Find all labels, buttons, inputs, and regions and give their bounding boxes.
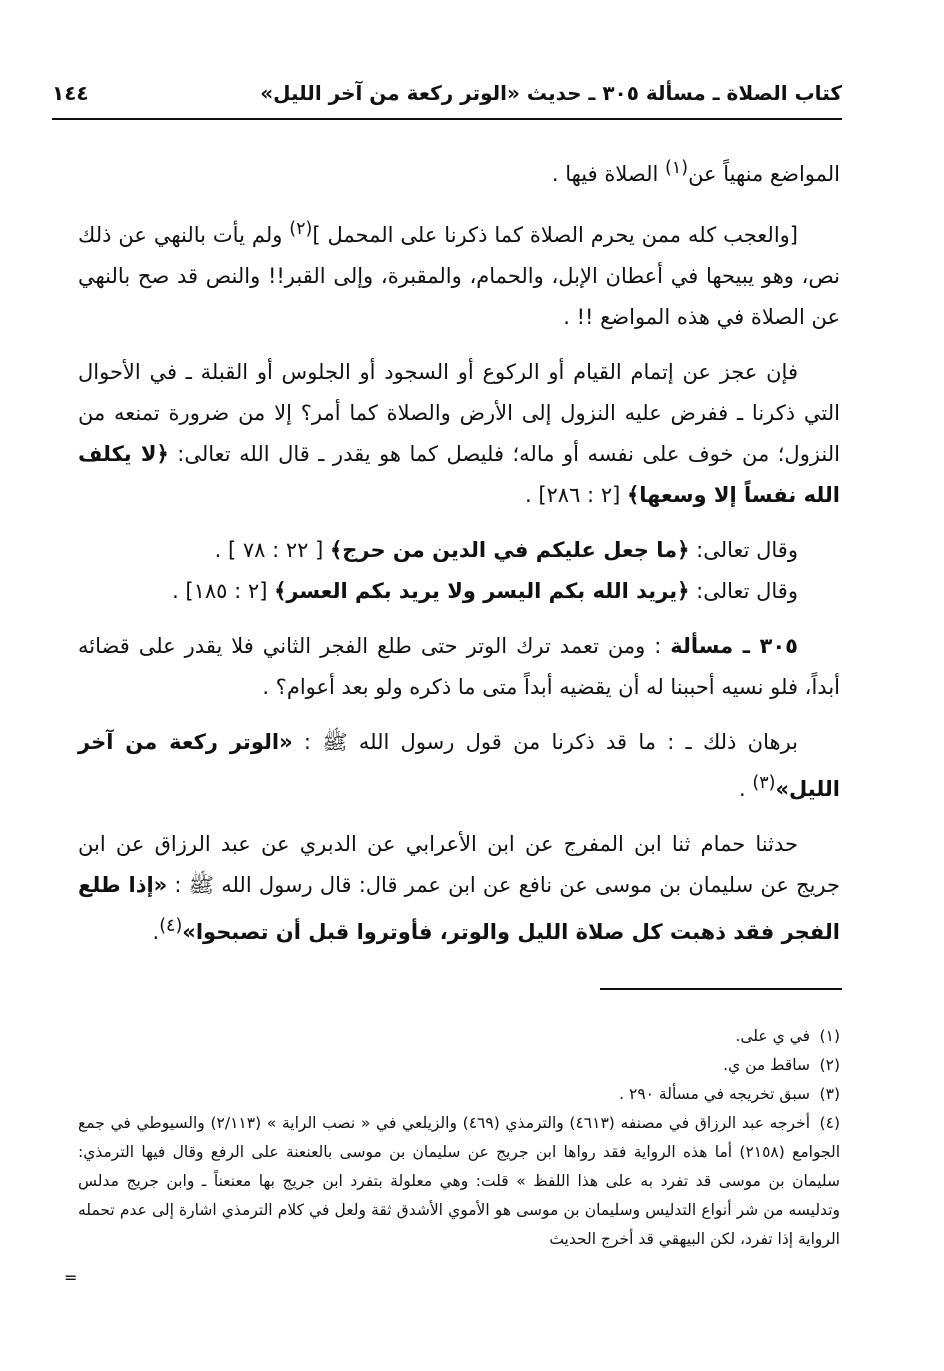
footnote-text: ساقط من ي. bbox=[723, 1056, 810, 1074]
p1-text: المواضع منهياً عن bbox=[688, 162, 840, 186]
page-number: ١٤٤ bbox=[52, 81, 89, 105]
header-rule bbox=[52, 118, 842, 120]
footnote-ref-1: (١) bbox=[665, 158, 689, 178]
footnote-4 bbox=[78, 1109, 840, 1254]
p2-text-end: ولم يأت بالنهي عن ذلك نص، وهو يبيحها في أعطان الإبل، والحمام، والمقبرة، وإلى القبر!! والنص قد صح بالنهي عن الصلاة في هذه المواضع !! . bbox=[78, 223, 840, 329]
footnote-number: (٣) bbox=[819, 1085, 840, 1103]
p3-text: فإن عجز عن إتمام القيام أو الركوع أو السجود أو الجلوس أو القبلة ـ في الأحوال التي ذكرنا ـ ففرض عليه النزول إلى الأرض والصلاة كما أمر؟ إلا من ضرورة تمنعه من النزول؛ من خوف على نفسه أو ماله؛ فليصل كما هو يقدر ـ قال الله تعالى: bbox=[78, 360, 840, 466]
hadith-quote-2: «إذا طلع الفجر فقد ذهبت كل صلاة الليل والوتر، فأوتروا قبل أن تصبحوا» bbox=[78, 873, 840, 944]
footnote-rule bbox=[600, 988, 842, 990]
paragraph-6 bbox=[78, 722, 840, 810]
continuation-mark: = bbox=[64, 1268, 78, 1287]
paragraph-5-masala bbox=[78, 626, 840, 708]
masala-label: ٣٠٥ ـ مسألة bbox=[670, 634, 798, 658]
main-text bbox=[78, 148, 840, 967]
verse-intro-3: وقال تعالى: bbox=[689, 579, 798, 603]
footnote-ref-2: (٢) bbox=[289, 219, 313, 239]
footnote-ref-3: (٣) bbox=[752, 773, 776, 793]
verse-ref-3: [٢ : ١٨٥] . bbox=[172, 579, 275, 603]
running-title: كتاب الصلاة ـ مسألة ٣٠٥ ـ حديث «الوتر ركعة من آخر الليل» bbox=[260, 81, 842, 105]
quran-verse-2: ﴿ما جعل عليكم في الدين من حرج﴾ bbox=[329, 538, 690, 562]
footnote-3 bbox=[78, 1080, 840, 1109]
footnote-text: أخرجه عبد الرزاق في مصنفه (٤٦١٣) والترمذي (٤٦٩) والزيلعي في « نصب الراية » (٢/١١٣) والسيوطي في جمع الجوامع (٢١٥٨) أما هذه الرواية فقد رواها ابن جريج عن سليمان بن موسى بالعنعنة على الرفع وقال فيها الترمذي: سليمان بن موسى قد تفرد به على هذا اللفظ » قلت: وهي معلولة بتفرد ابن جريج بها معنعناً ـ وابن جريج مدلس وتدليسه من شر أنواع التدليس وسليمان بن موسى هو الأموي الأشدق ثقة ولعل في كلام الترمذي اشارة إلى عدم تحمله الرواية إذا تفرد، لكن البيهقي قد أخرج الحديث bbox=[78, 1114, 841, 1248]
hadith-quote-1: «الوتر ركعة من آخر الليل» bbox=[78, 730, 840, 801]
paragraph-3 bbox=[78, 352, 840, 516]
p2-text: [والعجب كله ممن يحرم الصلاة كما ذكرنا على المحمل ] bbox=[312, 223, 798, 247]
verse-ref-1: [٢ : ٢٨٦] . bbox=[524, 483, 627, 507]
p6-text-end: . bbox=[739, 777, 753, 801]
p7-text-end: . bbox=[152, 920, 160, 944]
footnote-2 bbox=[78, 1051, 840, 1080]
verse-line-2 bbox=[78, 530, 840, 571]
p1-text-end: الصلاة فيها . bbox=[551, 162, 665, 186]
paragraph-1 bbox=[78, 148, 840, 195]
verse-ref-2: [ ٢٢ : ٧٨ ] . bbox=[214, 538, 330, 562]
paragraph-2 bbox=[78, 209, 840, 338]
footnote-text: سبق تخريجه في مسألة ٢٩٠ . bbox=[619, 1085, 810, 1103]
verse-line-3 bbox=[78, 571, 840, 612]
p7-text: حدثنا حمام ثنا ابن المفرج عن ابن الأعرابي عن الدبري عن عبد الرزاق عن ابن جريج عن سليمان بن موسى عن نافع عن ابن عمر قال: قال رسول الله ﷺ : bbox=[78, 832, 840, 897]
p5-text: : ومن تعمد ترك الوتر حتى طلع الفجر الثاني فلا يقدر على قضائه أبداً، فلو نسيه أحببنا له أن يقضيه أبداً متى ما ذكره ولو بعد أعوام؟ . bbox=[78, 634, 840, 699]
verse-intro-2: وقال تعالى: bbox=[689, 538, 798, 562]
running-header bbox=[52, 70, 842, 116]
quran-verse-3: ﴿يريد الله بكم اليسر ولا يريد بكم العسر﴾ bbox=[274, 579, 690, 603]
footnote-number: (٤) bbox=[819, 1114, 840, 1132]
paragraph-4 bbox=[78, 530, 840, 612]
footnotes bbox=[78, 1022, 840, 1254]
footnote-text: في ي على. bbox=[735, 1027, 810, 1045]
footnote-1 bbox=[78, 1022, 840, 1051]
p6-text: برهان ذلك ـ : ما قد ذكرنا من قول رسول الله ﷺ : bbox=[292, 730, 798, 754]
footnote-ref-4: (٤) bbox=[159, 916, 183, 936]
paragraph-7 bbox=[78, 824, 840, 953]
footnote-number: (٢) bbox=[819, 1056, 840, 1074]
quran-verse-1: ﴿لا يكلف الله نفساً إلا وسعها﴾ bbox=[78, 442, 840, 507]
footnote-number: (١) bbox=[819, 1027, 840, 1045]
